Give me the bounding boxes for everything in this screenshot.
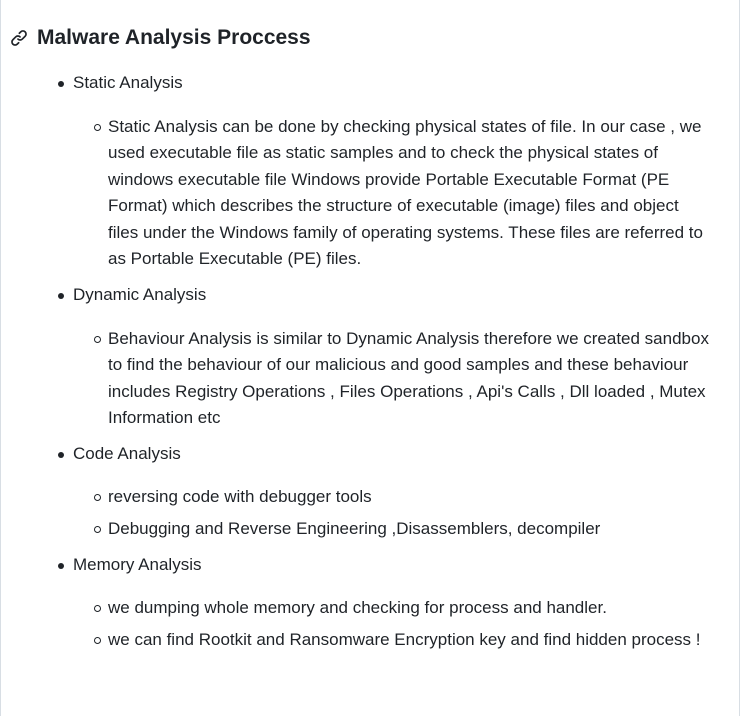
bullet-circle-icon [94,336,101,343]
bullet-dot-icon [58,563,64,569]
page-title: Malware Analysis Proccess [37,26,311,49]
bullet-circle-icon [94,637,101,644]
analysis-list [1,70,721,653]
sub-list [73,114,721,274]
bullet-circle-icon [94,526,101,533]
bullet-dot-icon [58,81,64,87]
list-item-memory-analysis [1,552,721,654]
sub-list-item-text: Static Analysis can be done by checking physical states of file. In our case , we used executable file as static samples and to check the physical states of windows executable file Windows provide Portable Executable Format (PE Format) which describes the structure of executable (image) files and object files under the Windows family of operating systems. These files are referred to as Portable Executable (PE) files. [108,116,703,269]
sub-list [73,484,721,542]
list-item-label: Code Analysis [73,443,181,463]
list-item-label: Static Analysis [73,73,183,92]
list-item-label: Dynamic Analysis [73,285,207,305]
link-icon[interactable] [9,28,29,48]
sub-list-item-text: we can find Rootkit and Ransomware Encryption key and find hidden process ! [108,629,701,649]
sub-list-item [73,484,710,511]
sub-list-item-text: we dumping whole memory and checking for process and handler. [108,598,607,618]
bullet-circle-icon [94,124,101,131]
list-item-static-analysis [1,70,721,273]
bullet-circle-icon [94,494,101,501]
sub-list-item [73,595,710,622]
sub-list-item [73,326,710,432]
sub-list-item [73,114,710,274]
sub-list-item-text: Behaviour Analysis is similar to Dynamic Analysis therefore we created sandbox to find the behaviour of our malicious and good samples and these behaviour includes Registry Operations , Files Operations , Api's Calls , Dll loaded , Mutex Information etc [108,328,709,428]
sub-list [73,595,721,653]
sub-list-item [73,627,710,654]
sub-list-item [73,516,710,543]
section-heading [9,26,311,50]
sub-list-item-text: Debugging and Reverse Engineering ,Disassemblers, decompiler [108,519,601,539]
bullet-dot-icon [58,293,64,299]
sub-list-item-text: reversing code with debugger tools [108,487,372,507]
list-item-label: Memory Analysis [73,554,202,574]
bullet-dot-icon [58,452,64,458]
list-item-code-analysis [1,441,721,543]
list-item-dynamic-analysis [1,282,721,432]
bullet-circle-icon [94,605,101,612]
sub-list [73,326,721,432]
